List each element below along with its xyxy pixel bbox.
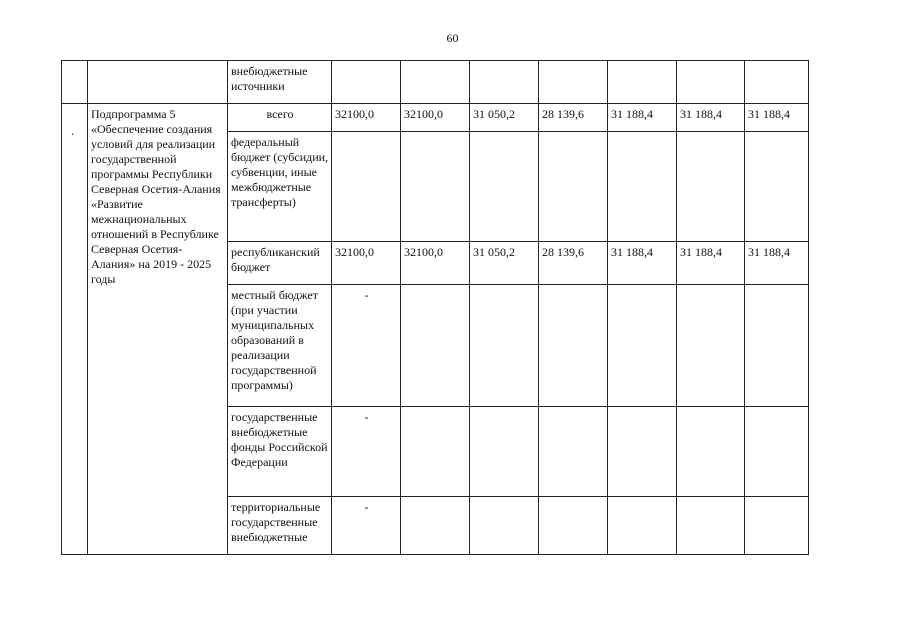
value-cell [608,407,677,497]
value-cell [539,285,608,407]
value-cell: 32100,0 [401,242,470,285]
value-cell [401,132,470,242]
value-cell: - [332,285,401,407]
value-cell: 31 188,4 [745,242,809,285]
source-cell: внебюджетные источники [228,61,332,104]
value-cell [539,407,608,497]
value-cell [745,497,809,555]
value-cell: - [332,407,401,497]
value-cell [401,61,470,104]
subprogram-name-cell: Подпрограмма 5 «Обеспечение создания условий для реализации государственной программы Республики Северная Осетия-Алания «Развитие межнациональных отношений в Республике Северная Осетия-Алания» на 2019 - 2025 годы [88,104,228,555]
table-row-header-continuation [62,61,809,104]
value-cell [470,285,539,407]
value-cell [539,132,608,242]
source-cell: территориальные государственные внебюджетные [228,497,332,555]
value-cell [608,497,677,555]
value-cell: 32100,0 [401,104,470,132]
value-cell: - [332,497,401,555]
source-cell: местный бюджет (при участии муниципальных образований в реализации государственной программы) [228,285,332,407]
source-cell: всего [228,104,332,132]
value-cell [745,285,809,407]
value-cell: 32100,0 [332,104,401,132]
value-cell [677,285,745,407]
value-cell: 31 050,2 [470,104,539,132]
value-cell [608,61,677,104]
value-cell [401,407,470,497]
value-cell [332,132,401,242]
value-cell [608,285,677,407]
budget-table [61,60,809,555]
value-cell: 31 188,4 [677,104,745,132]
value-cell [401,497,470,555]
value-cell: 31 188,4 [608,104,677,132]
value-cell [539,497,608,555]
table-row-total [62,104,809,132]
value-cell [677,497,745,555]
value-cell [745,132,809,242]
source-cell: федеральный бюджет (субсидии, субвенции, иные межбюджетные трансферты) [228,132,332,242]
value-cell [745,61,809,104]
value-cell: 28 139,6 [539,104,608,132]
value-cell [539,61,608,104]
value-cell [677,61,745,104]
value-cell: 31 188,4 [745,104,809,132]
value-cell [677,132,745,242]
value-cell: 31 050,2 [470,242,539,285]
value-cell: 32100,0 [332,242,401,285]
value-cell [470,61,539,104]
index-cell [62,104,88,555]
value-cell: 31 188,4 [677,242,745,285]
scan-mark: . [71,124,74,138]
page-number: 60 [446,31,459,45]
value-cell [745,407,809,497]
value-cell [470,132,539,242]
value-cell [332,61,401,104]
source-cell: государственные внебюджетные фонды Российской Федерации [228,407,332,497]
value-cell [677,407,745,497]
value-cell [608,132,677,242]
index-cell [62,61,88,104]
value-cell: 28 139,6 [539,242,608,285]
subprogram-cell-empty [88,61,228,104]
value-cell [470,497,539,555]
value-cell: 31 188,4 [608,242,677,285]
source-cell: республиканский бюджет [228,242,332,285]
value-cell [470,407,539,497]
value-cell [401,285,470,407]
